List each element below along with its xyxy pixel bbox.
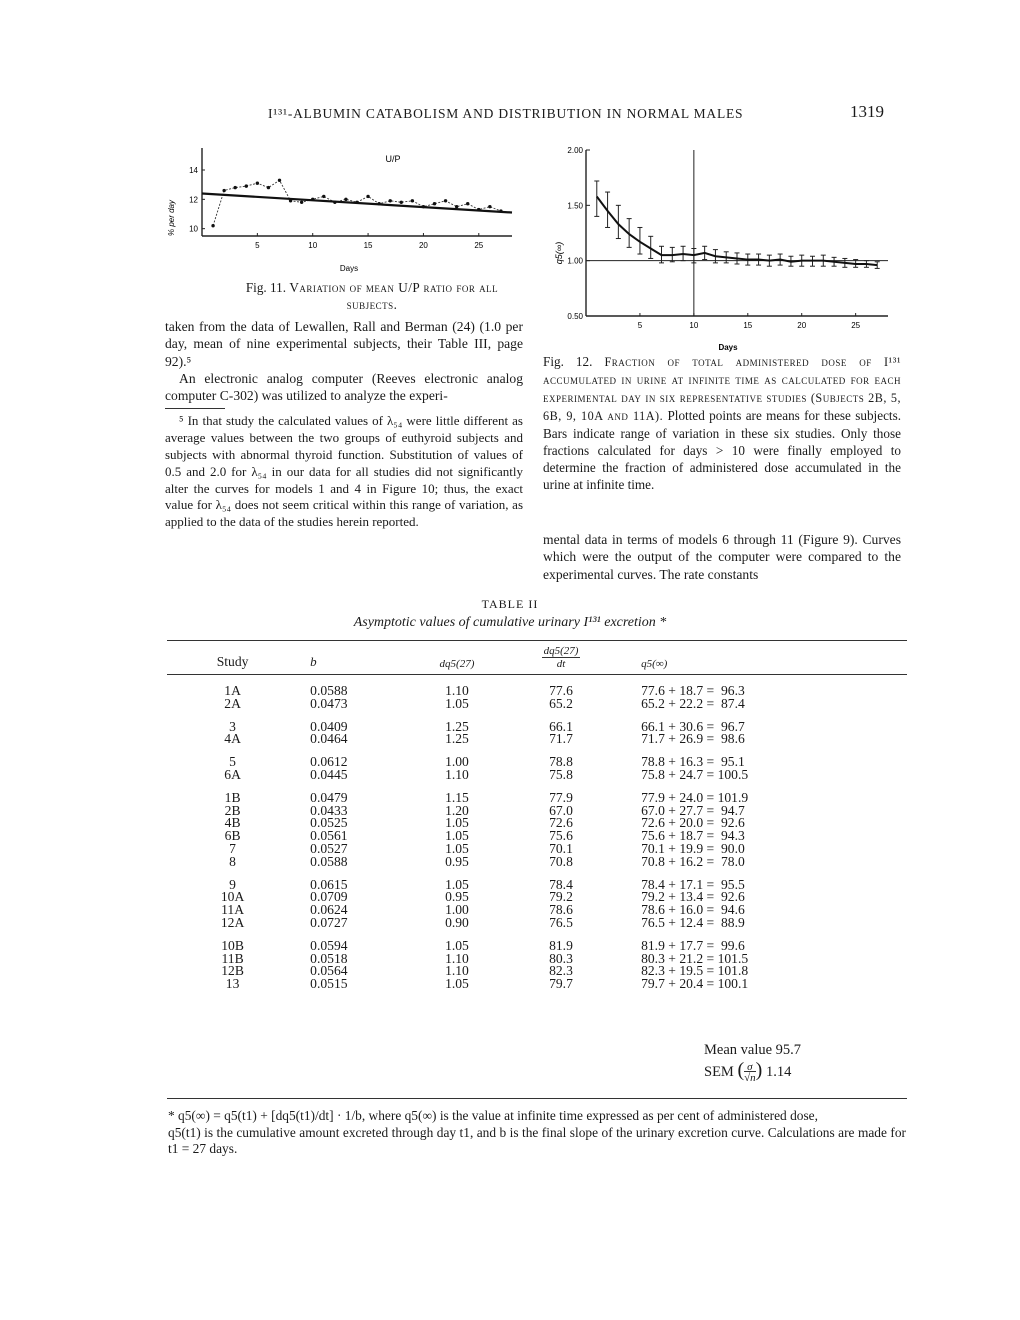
table-cell: 0.0479 <box>310 789 348 805</box>
table-cell: 78.6 + 16.0 = 94.6 <box>641 902 745 918</box>
table-cell: 78.4 <box>549 876 573 892</box>
table-cell: 76.5 + 12.4 = 88.9 <box>641 914 745 930</box>
table-cell: 0.0588 <box>310 683 348 698</box>
table-cell: 2A <box>224 695 241 711</box>
table-cell: 75.6 + 18.7 = 94.3 <box>641 828 745 844</box>
table-cell: 0.0727 <box>310 914 348 930</box>
table-cell: 82.3 + 19.5 = 101.8 <box>641 963 749 979</box>
table-cell: 0.0561 <box>310 828 348 844</box>
fig11-point <box>234 186 237 189</box>
table-row <box>167 817 907 830</box>
table-cell: 70.8 <box>549 853 573 869</box>
fig12-ylabel: q5(∞) <box>554 241 564 265</box>
table-cell: 70.1 + 19.9 = 90.0 <box>641 840 745 856</box>
table-cell: 1.00 <box>445 754 469 770</box>
table-cell: 1.05 <box>445 695 469 711</box>
table-row <box>167 891 907 904</box>
table-cell: 79.7 + 20.4 = 100.1 <box>641 976 749 992</box>
table-cell: 71.7 <box>549 731 573 747</box>
fig11-point <box>389 199 392 202</box>
fig11-panel-label: U/P <box>385 154 401 164</box>
table-row <box>167 917 907 930</box>
table-cell: 70.1 <box>549 840 573 856</box>
table-cell: 78.8 + 16.3 = 95.1 <box>641 754 745 770</box>
fig12-y-tick-label: 1.00 <box>567 256 583 266</box>
fig12-x-tick-label: 5 <box>637 321 643 330</box>
col-dq: dq5(27) <box>405 641 509 675</box>
table-cell: 1.05 <box>445 828 469 844</box>
fig11-point <box>433 202 436 205</box>
table-cell: 78.8 <box>549 754 573 770</box>
table-cell: 0.0527 <box>310 840 348 856</box>
table-cell: 1.05 <box>445 840 469 856</box>
table-cell: 80.3 <box>549 950 573 966</box>
table-cell: 1A <box>224 683 241 698</box>
table-cell: 6A <box>224 766 241 782</box>
fig11-axes <box>189 148 512 250</box>
table-cell: 10B <box>221 937 244 953</box>
table-row <box>167 782 907 805</box>
right-para: mental data in terms of models 6 through 11 (Figure 9). Curves which were the output of the computer were compared to the experimental curves. The rate constants <box>543 532 901 582</box>
fig11-x-tick-label: 5 <box>255 241 260 250</box>
table-row <box>167 978 907 991</box>
col-dqdt-num: dq5(27) <box>543 645 579 657</box>
table-row <box>167 904 907 917</box>
table-cell: 6B <box>224 828 241 844</box>
table-cell: 11A <box>221 902 245 918</box>
fig12-x-tick-label: 25 <box>851 321 861 330</box>
fig11-point <box>322 195 325 198</box>
table-cell: 0.90 <box>445 914 469 930</box>
fig11-x-tick-label: 10 <box>308 241 318 250</box>
table-row <box>167 711 907 734</box>
table-cell: 81.9 <box>549 937 573 953</box>
fig12-caption-text: Plotted points are means for these subjects. Bars indicate range of variation in these six studies. Only those fractions calculated for days > 10 were finally employed to determine the fraction of administered dose accumulated in the urine at infinite time. <box>543 408 902 492</box>
table-cell: 1.05 <box>445 976 469 992</box>
table-cell: 1.05 <box>445 937 469 953</box>
table-cell: 0.0612 <box>310 754 348 770</box>
table-cell: 1.15 <box>445 789 469 805</box>
fig11-y-tick-label: 14 <box>189 166 198 175</box>
table-footnote-line1: * q5(∞) = q5(t1) + [dq5(t1)/dt] · 1/b, where q5(∞) is the value at infinite time expressed as per cent of administered dose, <box>168 1108 818 1123</box>
table-cell: 0.0515 <box>310 976 348 992</box>
fig11-caption <box>233 279 511 313</box>
table-cell: 75.8 + 24.7 = 100.5 <box>641 766 749 782</box>
table-cell: 71.7 + 26.9 = 98.6 <box>641 731 745 747</box>
table-cell: 79.7 <box>549 976 573 992</box>
table-cell: 67.0 + 27.7 = 94.7 <box>641 802 745 818</box>
table-cell: 1.00 <box>445 902 469 918</box>
fig11-y-tick-label: 10 <box>189 224 198 234</box>
running-head: I¹³¹-ALBUMIN CATABOLISM AND DISTRIBUTION IN NORMAL MALES <box>268 106 744 121</box>
fig11-point <box>455 205 458 208</box>
table-cell: 0.0709 <box>310 889 348 905</box>
table-cell: 78.6 <box>549 902 573 918</box>
fig11-point <box>211 224 214 227</box>
table-cell: 0.0624 <box>310 902 348 918</box>
fig12-caption-label: Fig. 12. <box>543 354 593 369</box>
table-cell: 77.9 + 24.0 = 101.9 <box>641 789 749 805</box>
sem-row: SEM ( σ √n) 1.14 <box>704 1059 792 1084</box>
fig12-axes <box>567 146 888 330</box>
fig11-caption-text: Variation of mean U/P ratio for all subjects. <box>289 280 499 312</box>
table-cell: 0.0525 <box>310 815 348 831</box>
table-cell: 65.2 + 22.2 = 87.4 <box>641 695 745 711</box>
table-row <box>167 769 907 782</box>
fig11-point <box>256 182 259 185</box>
table-cell: 7 <box>229 840 236 856</box>
table-cell: 77.9 <box>549 789 573 805</box>
table-cell: 77.6 + 18.7 = 96.3 <box>641 683 745 698</box>
table-cell: 1.25 <box>445 718 469 734</box>
fig12-y-tick-label: 2.00 <box>567 146 583 155</box>
fig11-ylabel: % per day <box>167 199 176 237</box>
table-cell: 11B <box>221 950 244 966</box>
table-cell: 72.6 <box>549 815 573 831</box>
table-cell: 8 <box>229 853 236 869</box>
fig11-point <box>488 205 491 208</box>
table-cell: 3 <box>229 718 236 734</box>
fig11-caption-label: Fig. 11. <box>245 280 287 295</box>
fig11-point <box>400 201 403 204</box>
table-cell: 70.8 + 16.2 = 78.0 <box>641 853 745 869</box>
fig12-xlabel: Days <box>718 343 738 352</box>
fig12-marks <box>586 150 888 316</box>
table-cell: 4A <box>224 731 241 747</box>
table-title: TABLE II <box>481 597 539 611</box>
table-cell: 12A <box>220 914 245 930</box>
table-footnote-line2: q5(t1) is the cumulative amount excreted through day t1, and b is the final slope of the urinary excretion curve. Calculations are made for t1 = 27 days. <box>168 1124 906 1156</box>
fig11-point <box>300 201 303 204</box>
table-row <box>167 830 907 843</box>
mean-value: Mean value 95.7 <box>704 1042 802 1058</box>
col-qinf: q5(∞) <box>613 641 907 675</box>
left-para-1: taken from the data of Lewallen, Rall and Berman (24) (1.0 per day, mean of nine experimental subjects, their Table III, page 92).⁵ <box>165 319 523 369</box>
table-row <box>167 698 907 711</box>
left-para-2: An electronic analog computer (Reeves electronic analog computer C-302) was utilized to analyze the experi- <box>165 370 523 404</box>
table-row <box>167 843 907 856</box>
table-cell: 79.2 <box>549 889 573 905</box>
table-cell: 0.0433 <box>310 802 348 818</box>
table-cell: 9 <box>229 876 236 892</box>
table-row <box>167 869 907 892</box>
fig12-x-tick-label: 20 <box>797 321 807 330</box>
table-cell: 75.6 <box>549 828 573 844</box>
fig11-xlabel: Days <box>339 264 359 273</box>
footnote-rule <box>165 408 225 409</box>
fig11-x-tick-label: 15 <box>363 241 373 250</box>
fig11-y-tick-label: 12 <box>189 195 198 205</box>
fig11-point <box>267 186 270 189</box>
table-cell: 1.10 <box>445 950 469 966</box>
fig11-point <box>344 198 347 201</box>
fig11-chart <box>160 138 520 278</box>
sem-label: SEM <box>704 1064 734 1080</box>
col-dqdt <box>509 641 613 675</box>
table-cell: 80.3 + 21.2 = 101.5 <box>641 950 749 966</box>
table-row <box>167 953 907 966</box>
fig12-y-tick-label: 0.50 <box>567 312 583 321</box>
col-study: Study <box>167 641 298 675</box>
table-cell: 1.05 <box>445 815 469 831</box>
table-row <box>167 675 907 698</box>
table-footnote <box>168 1108 906 1158</box>
table-cell: 1B <box>224 789 241 805</box>
page-number: 1319 <box>850 102 884 121</box>
table-cell: 0.95 <box>445 853 469 869</box>
table-row <box>167 733 907 746</box>
fig12-caption <box>543 353 901 493</box>
table-cell: 0.0594 <box>310 937 348 953</box>
table-cell: 0.0409 <box>310 718 348 734</box>
table-cell: 66.1 + 30.6 = 96.7 <box>641 718 745 734</box>
table-cell: 12B <box>221 963 244 979</box>
fig11-point <box>278 179 281 182</box>
table-cell: 1.10 <box>445 963 469 979</box>
table-body <box>167 675 907 991</box>
table-summary <box>704 1040 801 1084</box>
table-cell: 75.8 <box>549 766 573 782</box>
table-cell: 78.4 + 17.1 = 95.5 <box>641 876 745 892</box>
table-subtitle: Asymptotic values of cumulative urinary I¹³¹ excretion * <box>353 615 667 630</box>
left-column <box>165 318 523 531</box>
fig11-x-tick-label: 25 <box>474 241 484 250</box>
table-bottom-rule <box>167 1098 907 1099</box>
table-row <box>167 805 907 818</box>
table-cell: 67.0 <box>549 802 573 818</box>
table-cell: 0.0464 <box>310 731 348 747</box>
fig11-point <box>222 189 225 192</box>
table-cell: 10A <box>220 889 245 905</box>
fig12-x-tick-label: 10 <box>689 321 699 330</box>
fig12-caption-smallcaps: Fraction of total administered dose of I¹³¹ accumulated in urine at infinite time as calculated for each experimental day in six representative studies (Subjects 2B, 5, 6B, 9, 10A and 11A). <box>543 355 902 423</box>
table-cell: 0.95 <box>445 889 469 905</box>
table-cell: 0.0588 <box>310 853 348 869</box>
fig11-x-tick-label: 20 <box>418 241 428 250</box>
table-cell: 1.10 <box>445 683 469 698</box>
table-cell: 82.3 <box>549 963 573 979</box>
table-cell: 1.05 <box>445 876 469 892</box>
table-cell: 76.5 <box>549 914 573 930</box>
table-cell: 1.25 <box>445 731 469 747</box>
table-cell: 5 <box>229 754 236 770</box>
table-cell: 0.0445 <box>310 766 348 782</box>
table-cell: 81.9 + 17.7 = 99.6 <box>641 937 745 953</box>
table-cell: 1.20 <box>445 802 469 818</box>
table-cell: 0.0518 <box>310 950 348 966</box>
fig11-point <box>466 202 469 205</box>
fig11-marks <box>202 179 512 228</box>
fig12-x-tick-label: 15 <box>743 321 753 330</box>
table-cell: 0.0564 <box>310 963 348 979</box>
fig12-y-tick-label: 1.50 <box>567 201 583 211</box>
table-cell: 0.0473 <box>310 695 348 711</box>
col-b: b <box>298 641 405 675</box>
fig11-fit-line <box>202 193 512 212</box>
table-ii <box>167 640 907 991</box>
fig11-point <box>444 199 447 202</box>
table-cell: 4B <box>224 815 241 831</box>
table-cell: 72.6 + 20.0 = 92.6 <box>641 815 745 831</box>
table-cell: 77.6 <box>549 683 573 698</box>
table-cell: 66.1 <box>549 718 573 734</box>
fig11-point <box>411 199 414 202</box>
table-row <box>167 856 907 869</box>
table-cell: 1.10 <box>445 766 469 782</box>
col-dqdt-den: dt <box>556 658 566 670</box>
table-cell: 2B <box>224 802 241 818</box>
table-row <box>167 930 907 953</box>
fig12-chart <box>540 138 902 356</box>
table-cell: 13 <box>225 976 240 992</box>
table-row <box>167 746 907 769</box>
sem-value: 1.14 <box>765 1064 792 1080</box>
table-cell: 79.2 + 13.4 = 92.6 <box>641 889 745 905</box>
fig11-point <box>366 195 369 198</box>
table-cell: 0.0615 <box>310 876 348 892</box>
table-row <box>167 965 907 978</box>
fig11-point <box>245 184 248 187</box>
table-cell: 65.2 <box>549 695 573 711</box>
footnote-5: ⁵ In that study the calculated values of λ₅₄ were little different as average values between the two groups of euthyroid subjects and subjects with abnormal thyroid function. Substitution of values of 0.5 and 2.0 for λ₅₄ in our data for all studies did not significantly alter the curves for models 1 and 4 in Figure 10; thus, the exact value for λ₅₄ does not seem critical within this range of variation, as applied to the data of the studies herein reported. <box>165 413 523 530</box>
